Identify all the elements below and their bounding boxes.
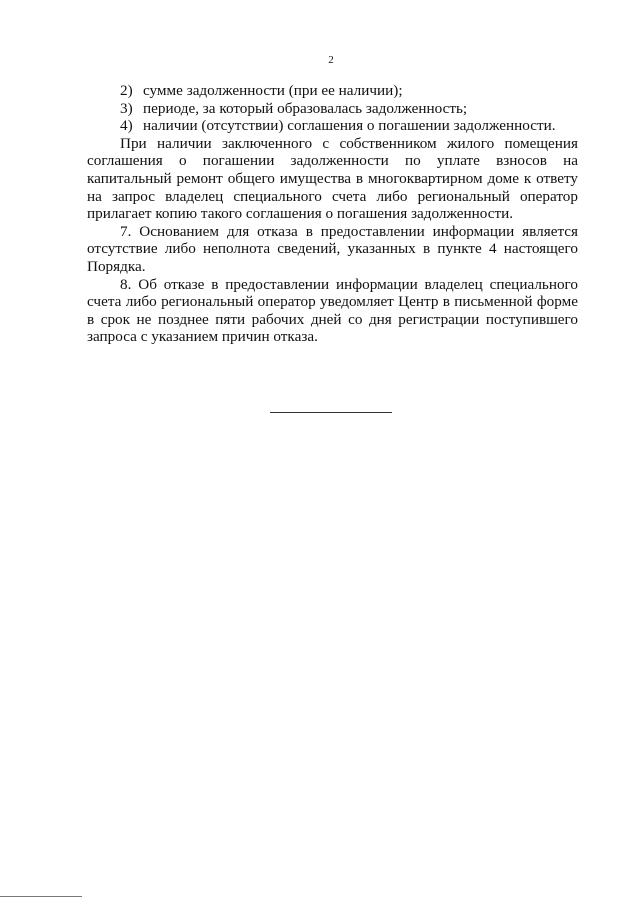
list-item-number: 3) [120,99,133,117]
list-item [87,117,578,135]
bottom-edge-mark [0,896,82,897]
list-item-text: периоде, за который образовалась задолженность; [143,99,468,117]
paragraph-8: 8. Об отказе в предоставлении информации владелец специального счета либо региональный оператор уведомляет Центр в письменной форме в срок не позднее пяти рабочих дней со дня регистрации поступившего запроса с указанием причин отказа. [87,275,578,346]
end-separator-line [270,412,392,413]
paragraph-7: 7. Основанием для отказа в предоставлении информации является отсутствие либо неполнота сведений, указанных в пункте 4 настоящего Порядка. [87,222,578,275]
list-item [87,82,578,100]
paragraph-agreement: При наличии заключенного с собственником жилого помещения соглашения о погашении задолженности по уплате взносов на капитальный ремонт общего имущества в многоквартирном доме к ответу на запрос владелец специального счета либо региональный оператор прилагает копию такого соглашения о погашения задолженности. [87,134,578,223]
page-number: 2 [328,54,334,66]
list-item-number: 2) [120,82,133,99]
document-body [87,82,578,346]
list-item-text: наличии (отсутствии) соглашения о погашении задолженности. [143,117,556,135]
list-item-text: сумме задолженности (при ее наличии); [143,82,403,99]
list-item-number: 4) [120,117,133,135]
list-item [87,100,578,118]
